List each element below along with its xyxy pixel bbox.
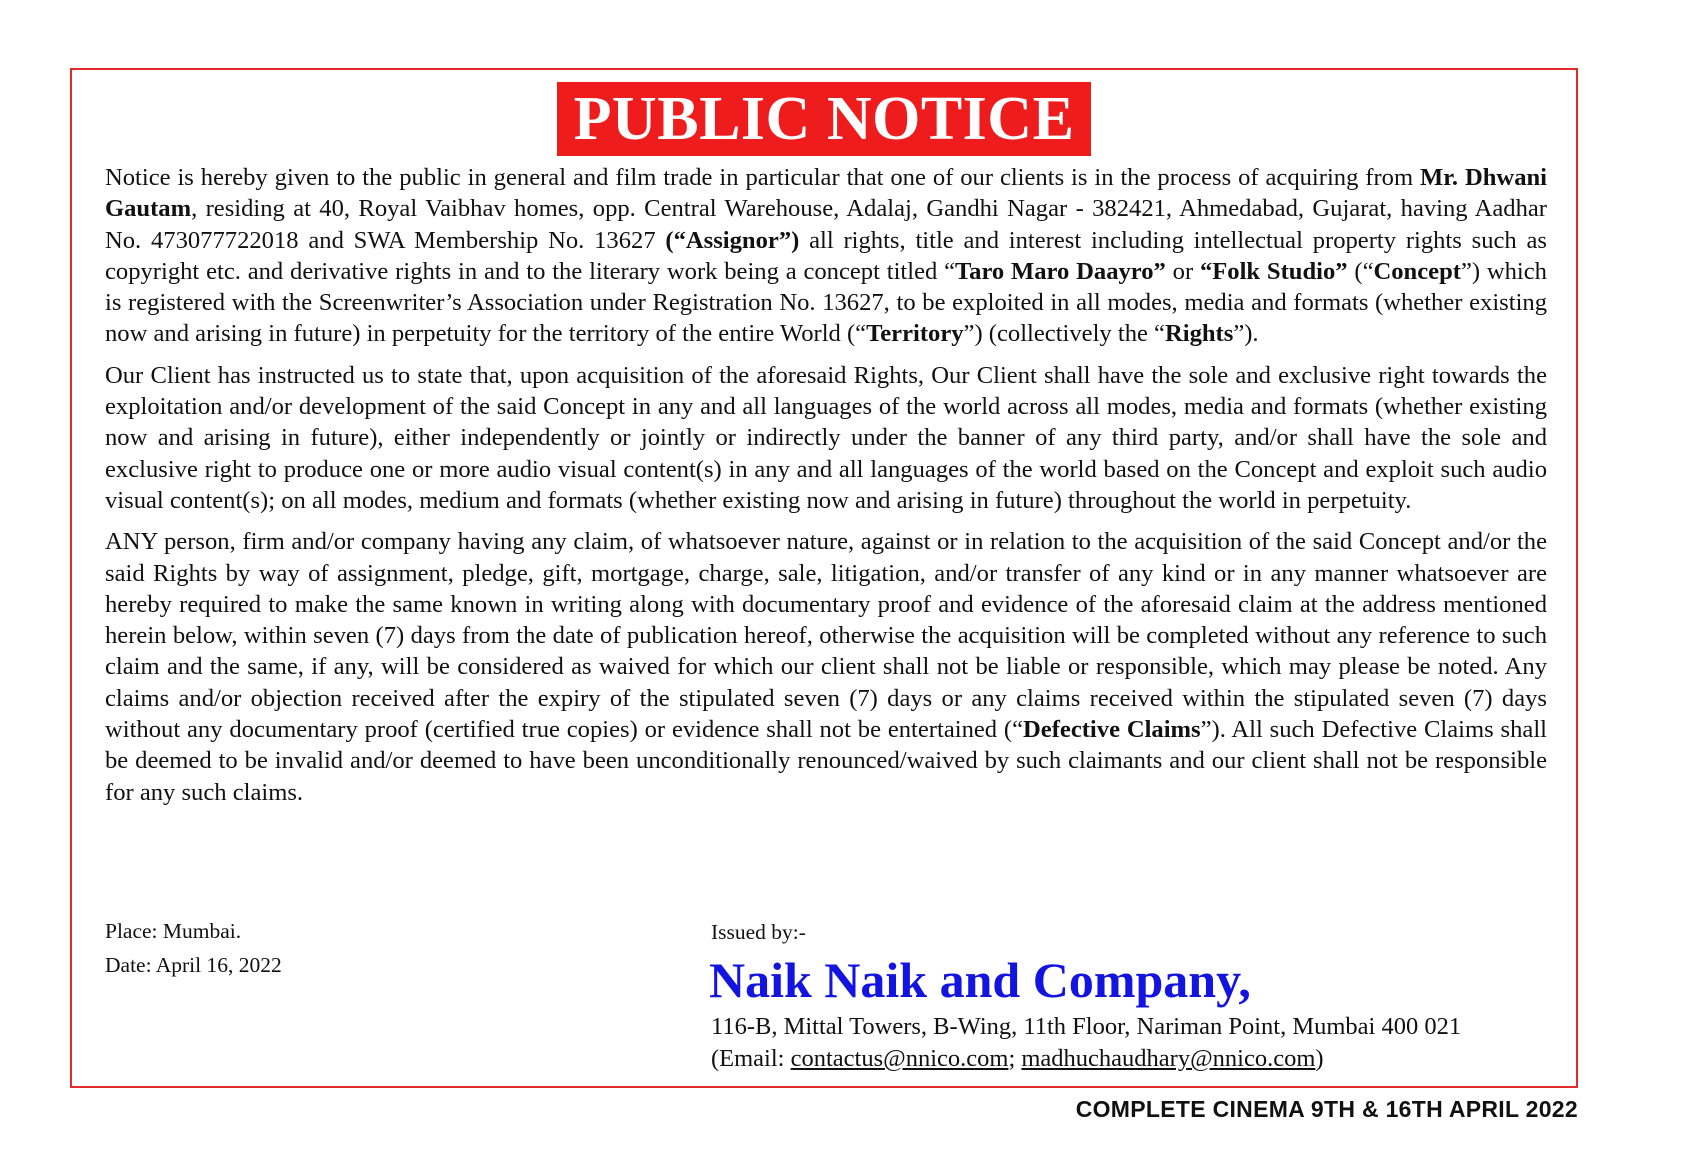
p1-text-2: , residing at 40, Royal Vaibhav homes, opp. Central Warehouse, Adalaj, Gandhi Nagar - 382421, Ahmedabad, Gujarat, having Aadhar No. 473077722018 and SWA Membership No. 13627 <box>105 195 1547 254</box>
firm-name: Naik Naik and Company, <box>709 952 1251 1008</box>
territory-term: Territory <box>866 320 964 348</box>
email-suffix: ) <box>1315 1045 1324 1072</box>
p1-text-4: or <box>1165 257 1200 285</box>
email-line <box>711 1043 1461 1075</box>
concept-alt-title: “Folk Studio” <box>1199 257 1348 285</box>
rights-term: Rights <box>1164 320 1234 348</box>
notice-title: PUBLIC NOTICE <box>557 82 1092 156</box>
email-link-2[interactable]: madhuchaudhary@nnico.com <box>1021 1045 1316 1072</box>
defective-claims-term: Defective Claims <box>1023 716 1201 744</box>
p1-text-6: ”) which is registered with the Screenwriter’s Association under Registration No. 13627, to be exploited in all modes, media and formats (whether existing now and arising in future) in perpetuity for the territory of the entire World (“ <box>105 257 1547 348</box>
email-separator: ; <box>1008 1045 1022 1072</box>
paragraph-1 <box>105 162 1547 350</box>
place-date <box>105 914 282 982</box>
address-line: 116-B, Mittal Towers, B-Wing, 11th Floor, Nariman Point, Mumbai 400 021 <box>711 1013 1462 1040</box>
p3-text-2: ”). All such Defective Claims shall be deemed to be invalid and/or deemed to have been unconditionally renounced/waived by such claimants and our client shall not be responsible for any such claims. <box>105 716 1547 806</box>
paragraph-3 <box>105 526 1547 808</box>
notice-frame <box>70 68 1578 1088</box>
p1-text-7: ”) (collectively the “ <box>963 320 1165 348</box>
p1-text-8: ”). <box>1233 320 1259 348</box>
assignor-name: Mr. Dhwani Gautam <box>105 164 1547 223</box>
email-link-1[interactable]: contactus@nnico.com <box>790 1045 1009 1072</box>
publication-footer: COMPLETE CINEMA 9TH & 16TH APRIL 2022 <box>1075 1096 1578 1122</box>
place: Place: Mumbai. <box>105 919 242 943</box>
concept-title: Taro Maro Daayro” <box>955 257 1166 285</box>
email-prefix: (Email: <box>711 1045 791 1072</box>
notice-body <box>105 162 1547 818</box>
p1-text-1: Notice is hereby given to the public in general and film trade in particular that one of our clients is in the process of acquiring from <box>105 164 1421 191</box>
firm-address <box>711 1011 1461 1075</box>
concept-term: Concept <box>1373 257 1461 285</box>
p1-text-5: (“ <box>1347 257 1374 285</box>
p3-text-1: ANY person, firm and/or company having any claim, of whatsoever nature, against or in relation to the acquisition of the said Concept and/or the said Rights by way of assignment, pledge, gift, mortgage, charge, sale, litigation, and/or transfer of any kind or in any manner whatsoever are hereby required to make the same known in writing along with documentary proof and evidence of the aforesaid claim at the address mentioned herein below, within seven (7) days from the date of publication hereof, otherwise the acquisition will be completed without any reference to such claim and the same, if any, will be considered as waived for which our client shall not be liable or responsible, which may please be noted. Any claims and/or objection received after the expiry of the stipulated seven (7) days or any claims received within the stipulated seven (7) days without any documentary proof (certified true copies) or evidence shall not be entertained (“ <box>105 528 1547 744</box>
issued-by: Issued by:- <box>711 920 806 944</box>
paragraph-2: Our Client has instructed us to state that, upon acquisition of the aforesaid Rights, Our Client shall have the sole and exclusive right towards the exploitation and/or development of the said Concept in any and all languages of the world across all modes, media and formats (whether existing now and arising in future), either independently or jointly or indirectly under the banner of any third party, and/or shall have the sole and exclusive right to produce one or more audio visual content(s) in any and all languages of the world based on the Concept and exploit such audio visual content(s); on all modes, medium and formats (whether existing now and arising in future) throughout the world in perpetuity. <box>105 361 1547 514</box>
title-wrap <box>72 82 1576 156</box>
date: Date: April 16, 2022 <box>105 953 282 977</box>
assignor-term: (“Assignor”) <box>665 226 800 254</box>
p1-text-3: all rights, title and interest including intellectual property rights such as copyright etc. and derivative rights in and to the literary work being a concept titled “ <box>105 226 1547 285</box>
